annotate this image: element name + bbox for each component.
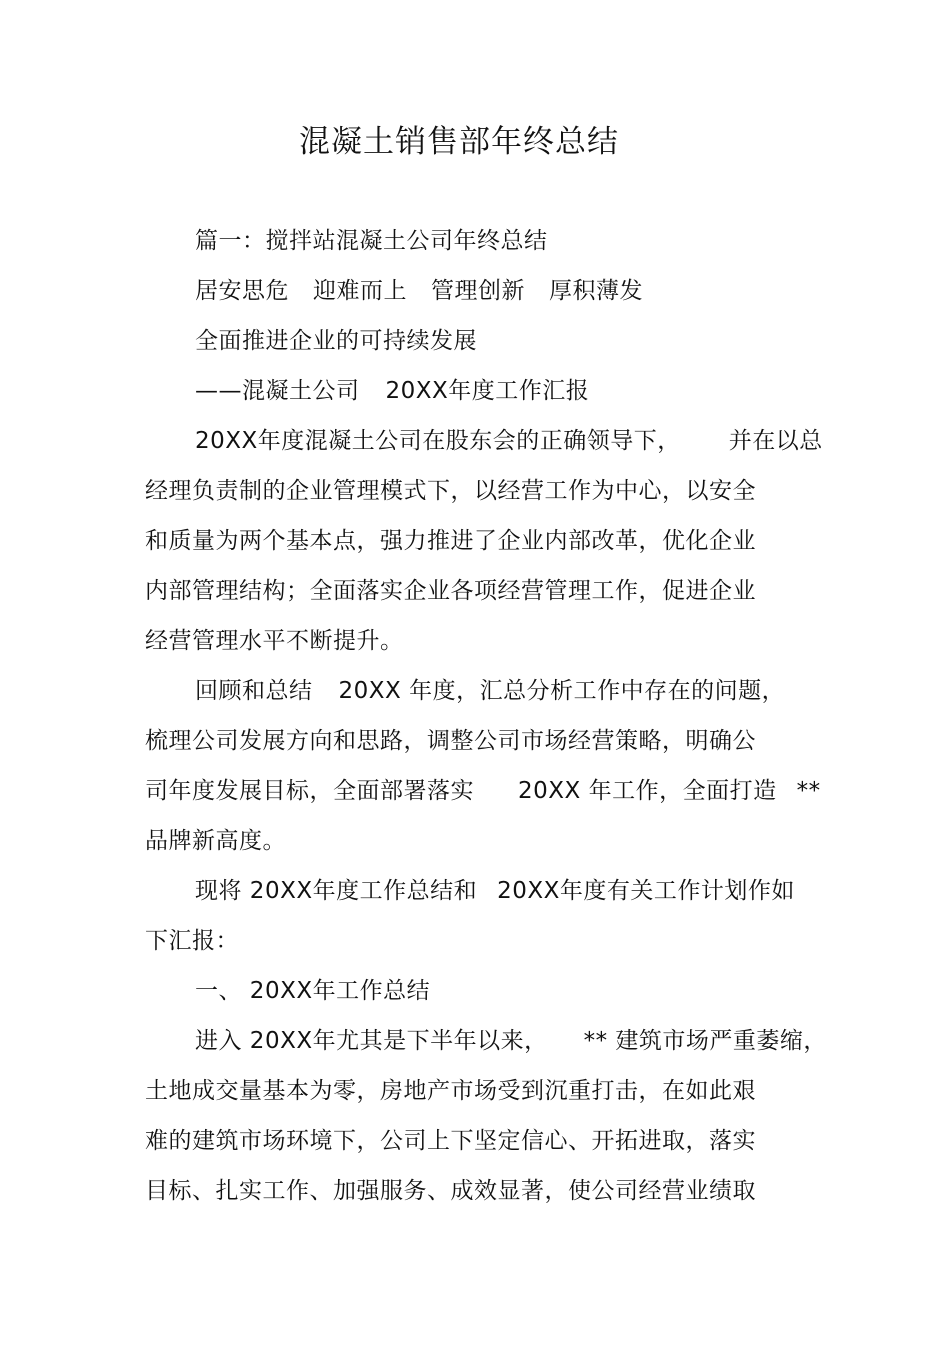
text-fragment: ——混凝土公司 — [195, 378, 360, 404]
paragraph-line: 土地成交量基本为零，房地产市场受到沉重打击，在如此艰 — [145, 1078, 756, 1104]
slogan-phrase: 迎难而上 — [313, 278, 407, 304]
paragraph-line: 经理负责制的企业管理模式下，以经营工作为中心，以安全 — [145, 478, 756, 504]
text-line: 篇一：搅拌站混凝土公司年终总结 — [195, 228, 548, 254]
paragraph-line — [195, 876, 795, 906]
paragraph-line: 内部管理结构；全面落实企业各项经营管理工作，促进企业 — [145, 578, 756, 604]
text-fragment: ** — [796, 778, 821, 804]
paragraph-line: 下汇报： — [145, 928, 239, 954]
paragraph-line: 和质量为两个基本点，强力推进了企业内部改革，优化企业 — [145, 528, 756, 554]
paragraph-line: 梳理公司发展方向和思路，调整公司市场经营策略，明确公 — [145, 728, 756, 754]
text-fragment: ** 建筑市场严重萎缩， — [583, 1028, 827, 1054]
section-heading — [195, 226, 548, 256]
section-heading: 一、 20XX年工作总结 — [195, 978, 431, 1004]
document-title: 混凝土销售部年终总结 — [299, 124, 619, 160]
text-fragment: 回顾和总结 — [195, 678, 313, 704]
text-fragment: 司年度发展目标，全面部署落实 — [145, 778, 474, 804]
text-fragment: 现将 20XX年度工作总结和 — [195, 878, 478, 904]
paragraph-line — [195, 676, 785, 706]
text-fragment: 20XX年度混凝土公司在股东会的正确领导下， — [195, 428, 681, 454]
text-fragment: 20XX 年度，汇总分析工作中存在的问题， — [338, 678, 786, 704]
text-fragment: 20XX 年工作，全面打造 — [518, 778, 777, 804]
paragraph-line — [145, 776, 821, 806]
paragraph-line — [195, 1026, 827, 1056]
paragraph-line: 品牌新高度。 — [145, 828, 286, 854]
paragraph-line: 经营管理水平不断提升。 — [145, 628, 404, 654]
paragraph-line — [195, 426, 823, 456]
text-line: 全面推进企业的可持续发展 — [195, 328, 477, 354]
text-fragment: 并在以总 — [728, 428, 823, 454]
text-fragment: 进入 20XX年尤其是下半年以来， — [195, 1028, 548, 1054]
paragraph-line: 目标、扎实工作、加强服务、成效显著，使公司经营业绩取 — [145, 1178, 756, 1204]
slogan-phrase: 厚积薄发 — [549, 278, 643, 304]
slogan-line — [195, 276, 643, 306]
text-fragment: 20XX年度有关工作计划作如 — [497, 878, 795, 904]
subtitle-line — [195, 326, 477, 356]
paragraph-line: 难的建筑市场环境下，公司上下坚定信心、开拓进取，落实 — [145, 1128, 756, 1154]
slogan-phrase: 居安思危 — [195, 278, 289, 304]
report-line — [195, 376, 589, 406]
text-fragment: 20XX年度工作汇报 — [385, 378, 590, 404]
slogan-phrase: 管理创新 — [431, 278, 525, 304]
